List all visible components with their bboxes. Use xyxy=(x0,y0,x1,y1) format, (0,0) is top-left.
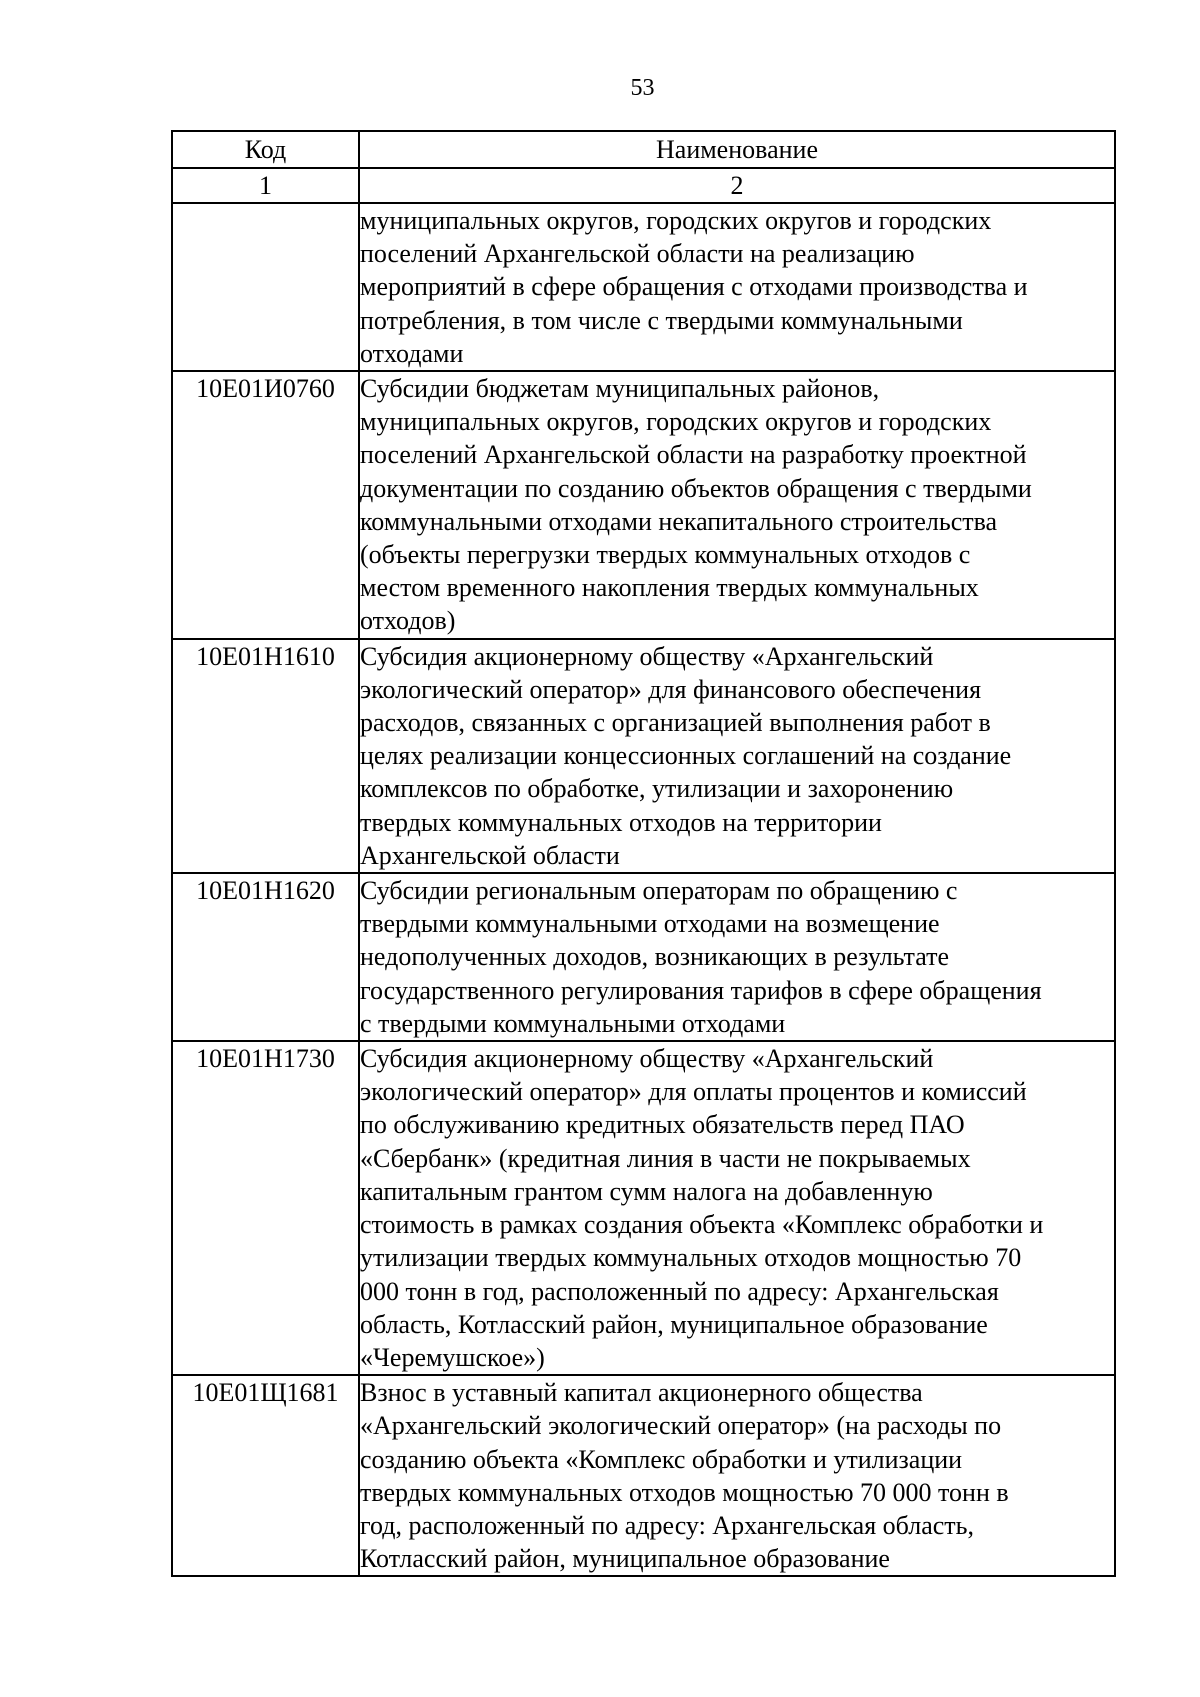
row-name-line: муниципальных округов, городских округов и городских xyxy=(360,206,992,235)
row-name-line: Субсидии региональным операторам по обращению с xyxy=(360,876,958,906)
row-name-line: год, расположенный по адресу: Архангельская область, xyxy=(360,1510,975,1540)
row-name-line: «Архангельский экологический оператор» (на расходы по xyxy=(360,1411,1002,1441)
row-name-line: твердых коммунальных отходов на территории xyxy=(360,807,882,837)
row-code xyxy=(172,203,359,371)
table-row xyxy=(172,1375,1115,1576)
table-row xyxy=(172,1041,1115,1375)
row-code: 10Е01Щ1681 xyxy=(172,1375,359,1576)
row-name-line: Котласский район, муниципальное образование xyxy=(360,1544,890,1574)
row-name-line: твердыми коммунальными отходами на возмещение xyxy=(360,909,940,939)
row-code: 10Е01Н1620 xyxy=(172,873,359,1041)
row-name-line: поселений Архангельской области на реализацию xyxy=(360,239,915,269)
row-name-line: Архангельской области xyxy=(360,840,620,870)
row-name-line: область, Котласский район, муниципальное образование xyxy=(360,1309,988,1339)
column-number-code: 1 xyxy=(172,168,359,203)
column-number-row xyxy=(172,168,1115,203)
row-name-line: отходов) xyxy=(360,606,456,636)
column-number-name: 2 xyxy=(359,168,1115,203)
page-number: 53 xyxy=(630,75,655,101)
row-name-line: Субсидия акционерному обществу «Архангельский xyxy=(360,1044,934,1074)
row-name-line: стоимость в рамках создания объекта «Комплекс обработки и xyxy=(360,1210,1044,1240)
row-name-line: недополученных доходов, возникающих в результате xyxy=(360,942,949,972)
row-name-line: «Сбербанк» (кредитная линия в части не покрываемых xyxy=(360,1143,971,1173)
row-name xyxy=(359,1375,1115,1576)
row-name xyxy=(359,371,1115,639)
row-name xyxy=(359,203,1115,371)
row-name-line: государственного регулирования тарифов в сфере обращения xyxy=(360,975,1042,1005)
row-name-line: капитальным грантом сумм налога на добавленную xyxy=(360,1176,933,1206)
row-name xyxy=(359,873,1115,1041)
header-name: Наименование xyxy=(359,131,1115,168)
row-name-line: Взнос в уставный капитал акционерного общества xyxy=(360,1378,923,1408)
row-code: 10Е01Н1610 xyxy=(172,639,359,873)
row-name-line: расходов, связанных с организацией выполнения работ в xyxy=(360,708,991,738)
row-name-line: местом временного накопления твердых коммунальных xyxy=(360,573,979,603)
table-row xyxy=(172,639,1115,873)
row-name-line: Субсидии бюджетам муниципальных районов, xyxy=(360,374,880,404)
table-body xyxy=(172,203,1115,1576)
row-name-line: поселений Архангельской области на разработку проектной xyxy=(360,440,1027,470)
row-name-line: по обслуживанию кредитных обязательств перед ПАО xyxy=(360,1110,965,1140)
table-row xyxy=(172,873,1115,1041)
table-row xyxy=(172,203,1115,371)
row-name-line: экологический оператор» для оплаты процентов и комиссий xyxy=(360,1077,1027,1107)
row-name-line: муниципальных округов, городских округов и городских xyxy=(360,407,992,437)
table-row xyxy=(172,371,1115,639)
row-name-line: 000 тонн в год, расположенный по адресу: Архангельская xyxy=(360,1276,999,1306)
row-name xyxy=(359,639,1115,873)
row-name-line: коммунальными отходами некапитального строительства xyxy=(360,506,998,536)
row-name-line: целях реализации концессионных соглашений на создание xyxy=(360,741,1012,771)
table-header-row xyxy=(172,131,1115,168)
row-name-line: с твердыми коммунальными отходами xyxy=(360,1008,786,1038)
header-code: Код xyxy=(172,131,359,168)
row-name-line: документации по созданию объектов обращения с твердыми xyxy=(360,473,1032,503)
row-name-line: потребления, в том числе с твердыми коммунальными xyxy=(360,305,963,335)
row-name-line: отходами xyxy=(360,338,464,368)
row-name-line: Субсидия акционерному обществу «Архангельский xyxy=(360,641,934,671)
row-name xyxy=(359,1041,1115,1375)
row-name-line: комплексов по обработке, утилизации и захоронению xyxy=(360,774,954,804)
row-name-line: экологический оператор» для финансового обеспечения xyxy=(360,674,982,704)
row-name-line: созданию объекта «Комплекс обработки и утилизации xyxy=(360,1444,963,1474)
row-code: 10Е01И0760 xyxy=(172,371,359,639)
row-name-line: (объекты перегрузки твердых коммунальных отходов с xyxy=(360,540,971,570)
row-name-line: твердых коммунальных отходов мощностью 70 000 тонн в xyxy=(360,1477,1009,1507)
row-name-line: мероприятий в сфере обращения с отходами производства и xyxy=(360,272,1028,302)
budget-code-table xyxy=(171,130,1116,1577)
row-name-line: утилизации твердых коммунальных отходов мощностью 70 xyxy=(360,1243,1022,1273)
row-name-line: «Черемушское») xyxy=(360,1342,545,1372)
row-code: 10Е01Н1730 xyxy=(172,1041,359,1375)
